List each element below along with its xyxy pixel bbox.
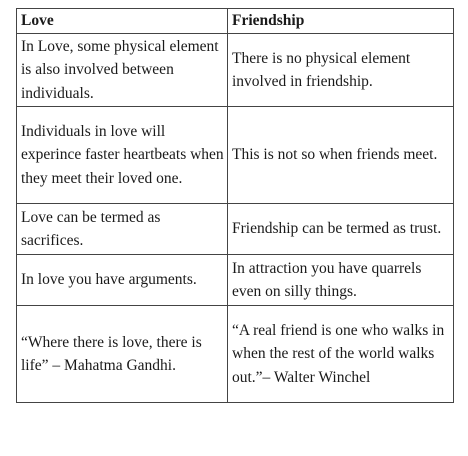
column-header-friendship: Friendship: [228, 9, 454, 34]
comparison-table: [16, 8, 454, 403]
friendship-cell: This is not so when friends meet.: [228, 107, 454, 204]
table-row: [17, 204, 454, 255]
friendship-cell: In attraction you have quarrels even on silly things.: [228, 255, 454, 306]
table-header: [17, 9, 454, 34]
friendship-cell: Friendship can be termed as trust.: [228, 204, 454, 255]
love-cell: Individuals in love will experince faster heartbeats when they meet their loved one.: [17, 107, 228, 204]
header-row: [17, 9, 454, 34]
love-cell: Love can be termed as sacrifices.: [17, 204, 228, 255]
table-row: [17, 306, 454, 403]
table-body: [17, 34, 454, 403]
love-cell: “Where there is love, there is life” – Mahatma Gandhi.: [17, 306, 228, 403]
table-row: [17, 255, 454, 306]
friendship-cell: There is no physical element involved in friendship.: [228, 34, 454, 107]
table-row: [17, 107, 454, 204]
love-cell: In love you have arguments.: [17, 255, 228, 306]
column-header-love: Love: [17, 9, 228, 34]
friendship-cell: “A real friend is one who walks in when the rest of the world walks out.”– Walter Winchel: [228, 306, 454, 403]
love-cell: In Love, some physical element is also involved between individuals.: [17, 34, 228, 107]
table-row: [17, 34, 454, 107]
